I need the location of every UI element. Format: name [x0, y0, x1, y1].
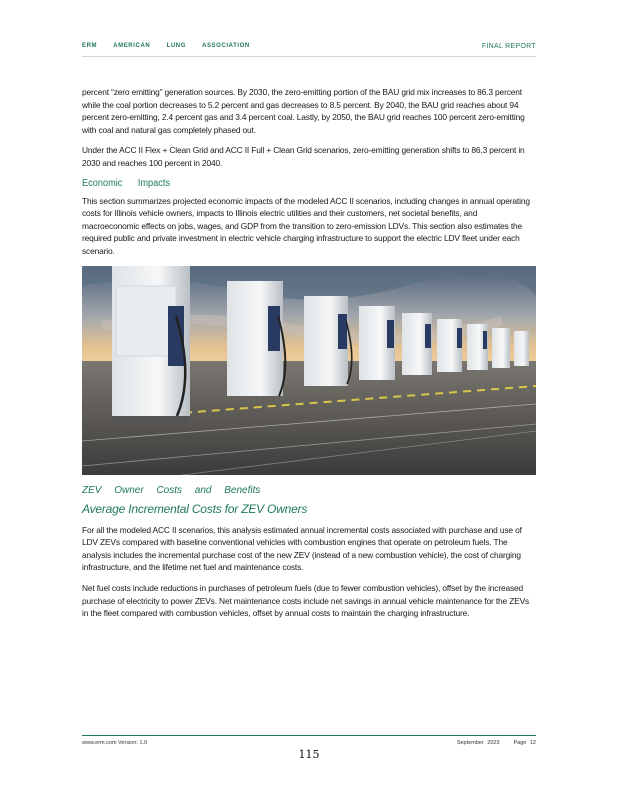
page-content: [82, 86, 536, 628]
paragraph-net-fuel-costs: Net fuel costs include reductions in purchases of petroleum fuels (due to fewer combustion vehicles), offset by the increased purchase of electricity to power ZEVs. Net maintenance costs include net savings in annual vehicle maintenance for the ZEVs in the fleet compared with combustion vehicles, offset by annual costs to maintain the charging infrastructure.: [82, 582, 530, 619]
paragraph-incremental-costs: For all the modeled ACC II scenarios, this analysis estimated annual incremental costs associated with purchase and use of LDV ZEVs compared with baseline conventional vehicles with combustion engines that operate on petroleum fuels. The analysis includes the incremental purchase cost of the new ZEV (instead of a new combustion vehicle), the cost of charging infrastructure, and the lifetime net fuel and maintenance costs.: [82, 524, 522, 573]
heading-zev-owner-costs: ZEV Owner Costs and Benefits: [82, 484, 261, 496]
page-number: 115: [298, 748, 320, 761]
paragraph-grid-mix: percent “zero emitting” generation sources. By 2030, the zero-emitting portion of the BAU grid mix increases to 86.3 percent while the coal portion decreases to 5.2 percent and gas decreases to 8.5 percent. By 2040, the BAU grid reaches about 94 percent zero-emitting, 2.4 percent gas and 3.4 percent coal. Lastly, by 2050, the BAU grid reaches 100 percent zero-emitting with coal and natural gas completely phased out.: [82, 87, 525, 135]
footer-page-ref: Page 12: [513, 740, 536, 746]
footer-website-version: www.erm.com Version: 1.0: [82, 740, 148, 746]
paragraph-clean-grid: Under the ACC II Flex + Clean Grid and ACC II Full + Clean Grid scenarios, zero-emitting generation shifts to 86.3 percent in 2030 and reaches 100 percent in 2040.: [82, 145, 525, 168]
ev-chargers-photo: [82, 266, 536, 475]
footer-divider: [82, 735, 536, 736]
heading-economic-impacts: Economic Impacts: [82, 177, 171, 189]
report-label: FINAL REPORT: [481, 43, 536, 50]
footer-date: September 2023: [456, 740, 500, 746]
header-divider: [82, 56, 536, 57]
header-logo-text: ERM AMERICAN LUNG ASSOCIATION: [82, 43, 250, 49]
footer-date-page: [457, 740, 536, 746]
paragraph-economic: This section summarizes projected economic impacts of the modeled ACC II scenarios, including changes in annual operating costs for Illinois vehicle owners, impacts to Illinois electric utilities and their customers, net societal benefits, and macroeconomic effects on jobs, wages, and GDP from the transition to zero-emission LDVs. This section also estimates the required public and private investment in electric vehicle charging infrastructure to support the electric LDV fleet under each scenario.: [82, 195, 530, 256]
heading-average-incremental-costs: Average Incremental Costs for ZEV Owners: [82, 501, 308, 516]
